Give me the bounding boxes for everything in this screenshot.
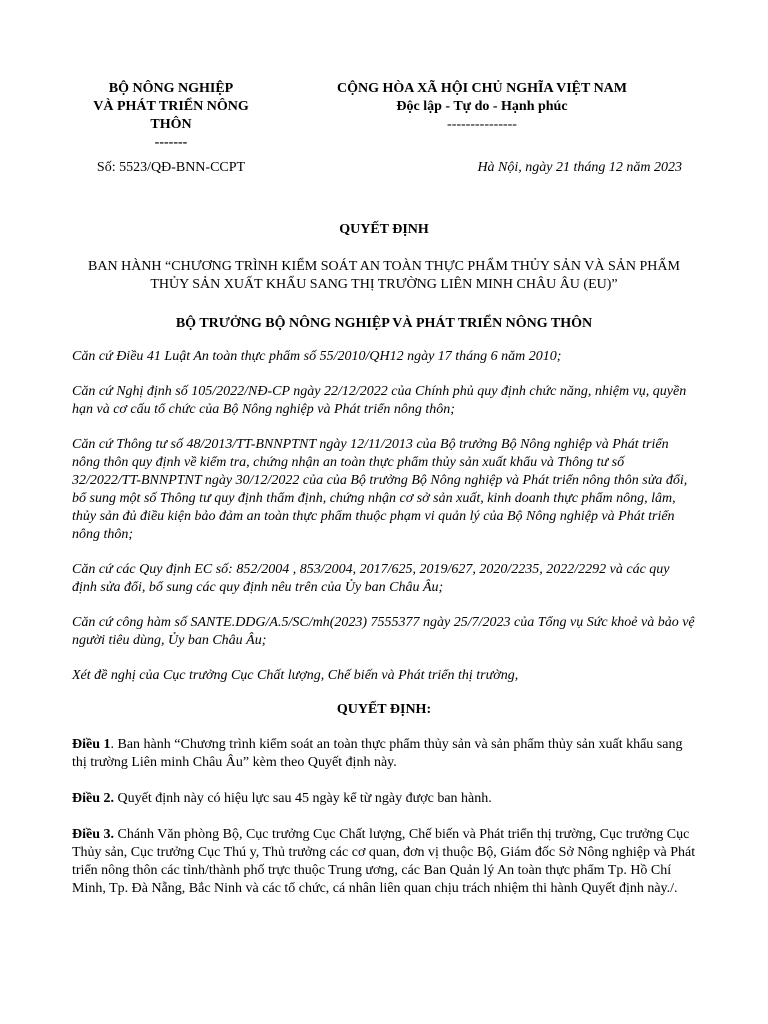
national-motto: Độc lập - Tự do - Hạnh phúc [396,99,568,114]
national-heading [292,80,672,134]
document-number: Số: 5523/QĐ-BNN-CCPT [96,160,246,175]
proposal-basis: Xét đề nghị của Cục trưởng Cục Chất lượng, Chế biến và Phát triển thị trường, [72,668,519,683]
document-subtitle: BAN HÀNH “CHƯƠNG TRÌNH KIỂM SOÁT AN TOÀN THỰC PHẨM THỦY SẢN VÀ SẢN PHẨM THỦY SẢN XUẤT KHẨU SANG THỊ TRƯỜNG LIÊN MINH CHÂU ÂU (EU)” [88,259,680,292]
agency-separator: ------- [154,135,188,150]
article-2 [72,790,696,808]
document-body [72,222,696,916]
legal-basis-3: Căn cứ Thông tư số 48/2013/TT-BNNPTNT ngày 12/11/2013 của Bộ trưởng Bộ Nông nghiệp và Phát triển nông thôn quy định về kiểm tra, chứng nhận an toàn thực phẩm thủy sản xuất khẩu và Thông tư số 32/2022/TT-BNNPTNT ngày 30/12/2022 của của Bộ trưởng Bộ Nông nghiệp và Phát triển nông thôn sửa đổi, bổ sung một số Thông tư quy định thẩm định, chứng nhận cơ sở sản xuất, kinh doanh thực phẩm nông, lâm, thủy sản đủ điều kiện bảo đảm an toàn thực phẩm thuộc phạm vi quản lý của Bộ Nông nghiệp và Phát triển nông thôn; [72,437,688,542]
issue-date: Hà Nội, ngày 21 tháng 12 năm 2023 [477,160,682,175]
article-1 [72,736,696,772]
legal-basis-4: Căn cứ các Quy định EC số: 852/2004 , 853/2004, 2017/625, 2019/627, 2020/2235, 2022/2292 và các quy định sửa đổi, bổ sung các quy định nêu trên của Ủy ban Châu Âu; [72,562,670,595]
article-3-label: Điều 3. [72,827,114,842]
article-3 [72,826,696,898]
article-2-label: Điều 2. [72,791,114,806]
nation-name: CỘNG HÒA XÃ HỘI CHỦ NGHĨA VIỆT NAM [336,81,627,96]
agency-line-2: VÀ PHÁT TRIỂN NÔNG [93,99,249,114]
issuing-agency [72,80,270,152]
article-2-text: Quyết định này có hiệu lực sau 45 ngày kể từ ngày được ban hành. [114,791,492,806]
document-title: QUYẾT ĐỊNH [339,222,429,237]
article-3-text: Chánh Văn phòng Bộ, Cục trưởng Cục Chất lượng, Chế biến và Phát triển thị trường, Cục trưởng Cục Thủy sản, Cục trưởng Cục Thú y, Thủ trưởng các cơ quan, đơn vị thuộc Bộ, Giám đốc Sở Nông nghiệp và Phát triển nông thôn các tỉnh/thành phố trực thuộc Trung ương, các Ban Quản lý An toàn thực phẩm Tp. Hồ Chí Minh, Tp. Đà Nẵng, Bắc Ninh và các tổ chức, cá nhân liên quan chịu trách nhiệm thi hành Quyết định này./. [72,827,696,896]
legal-basis-1: Căn cứ Điều 41 Luật An toàn thực phẩm số 55/2010/QH12 ngày 17 tháng 6 năm 2010; [72,349,562,364]
article-1-text: . Ban hành “Chương trình kiểm soát an toàn thực phẩm thủy sản và sản phẩm thủy sản xuất khẩu sang thị trường Liên minh Châu Âu” kèm theo Quyết định này. [72,737,683,770]
issuer-title: BỘ TRƯỞNG BỘ NÔNG NGHIỆP VÀ PHÁT TRIỂN NÔNG THÔN [175,316,593,331]
legal-basis-5: Căn cứ công hàm số SANTE.DDG/A.5/SC/mh(2023) 7555377 ngày 25/7/2023 của Tổng vụ Sức khoẻ và bảo vệ người tiêu dùng, Ủy ban Châu Âu; [72,615,695,648]
decision-heading: QUYẾT ĐỊNH: [336,702,432,717]
agency-line-1: BỘ NÔNG NGHIỆP [108,81,234,96]
motto-separator: --------------- [447,117,517,132]
article-1-label: Điều 1 [72,737,111,752]
agency-line-3: THÔN [150,117,192,132]
legal-basis-2: Căn cứ Nghị định số 105/2022/NĐ-CP ngày 22/12/2022 của Chính phủ quy định chức năng, nhiệm vụ, quyền hạn và cơ cấu tổ chức của Bộ Nông nghiệp và Phát triển nông thôn; [72,384,687,417]
